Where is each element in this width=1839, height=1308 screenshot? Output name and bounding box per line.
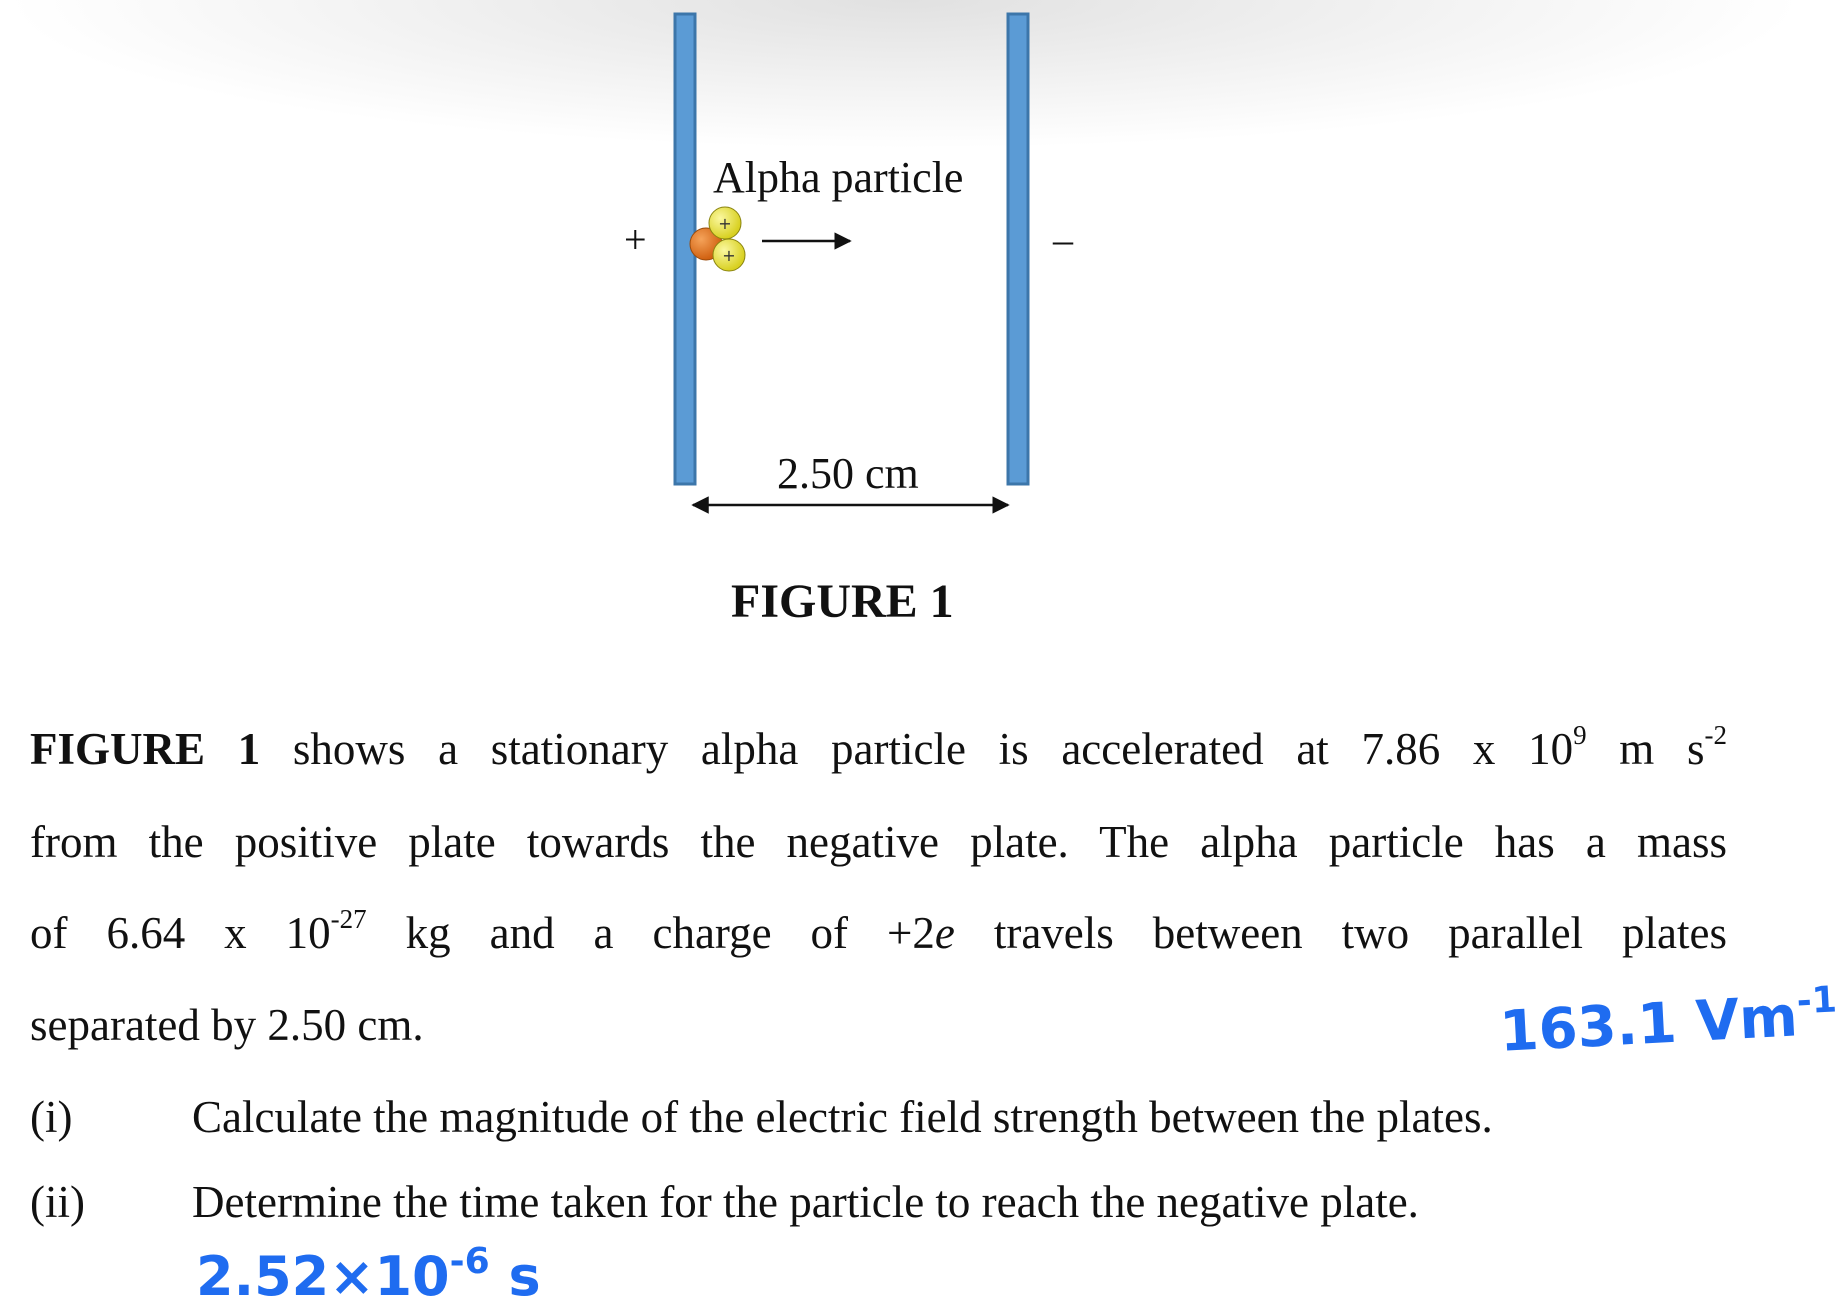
proton-charge: +	[722, 246, 736, 265]
part-i-number: (i)	[30, 1092, 73, 1142]
handwritten-answer-1	[1498, 979, 1839, 1065]
line1-unit: m s	[1586, 724, 1705, 774]
answer1-value: 163.1 Vm	[1498, 984, 1800, 1065]
negative-plate	[1008, 14, 1028, 484]
alpha-particle-icon	[690, 207, 745, 271]
question-line-3	[30, 904, 1727, 958]
proton-charge: +	[718, 214, 732, 233]
answer2-unit: s	[489, 1245, 541, 1308]
line3-b: kg and a charge of +2	[366, 908, 935, 958]
line4-text: separated by 2.50 cm.	[30, 1000, 424, 1050]
line3-c: travels between two parallel plates	[954, 908, 1727, 958]
line3-a: of 6.64 x 10	[30, 908, 331, 958]
part-ii-number: (ii)	[30, 1177, 85, 1227]
handwritten-answer-2	[196, 1241, 541, 1308]
distance-label: 2.50 cm	[777, 449, 919, 498]
line2-text: from the positive plate towards the negative plate. The alpha particle has a mass	[30, 817, 1727, 867]
minus-sign: –	[1053, 217, 1073, 262]
line1-exponent: 9	[1573, 720, 1587, 750]
question-line-1	[30, 720, 1727, 774]
line1-text: shows a stationary alpha particle is accelerated at 7.86 x 10	[260, 724, 1574, 774]
question-line-4	[30, 1000, 424, 1050]
question-line-2	[30, 817, 1727, 867]
answer2-value: 2.52×10	[196, 1245, 450, 1308]
line1-unit-exponent: -2	[1704, 720, 1727, 750]
figure-diagram	[0, 0, 1809, 640]
part-ii-text: Determine the time taken for the particle to reach the negative plate.	[192, 1177, 1419, 1227]
figure-caption: FIGURE 1	[731, 575, 954, 628]
particle-label: Alpha particle	[713, 153, 964, 202]
answer2-exponent: -6	[449, 1241, 490, 1282]
answer1-exponent: -1	[1795, 979, 1838, 1023]
line3-e: e	[934, 908, 955, 958]
plus-sign: +	[624, 217, 647, 262]
line3-exponent: -27	[330, 904, 367, 934]
part-i-text: Calculate the magnitude of the electric field strength between the plates.	[192, 1092, 1493, 1142]
figure-reference: FIGURE 1	[30, 724, 261, 774]
